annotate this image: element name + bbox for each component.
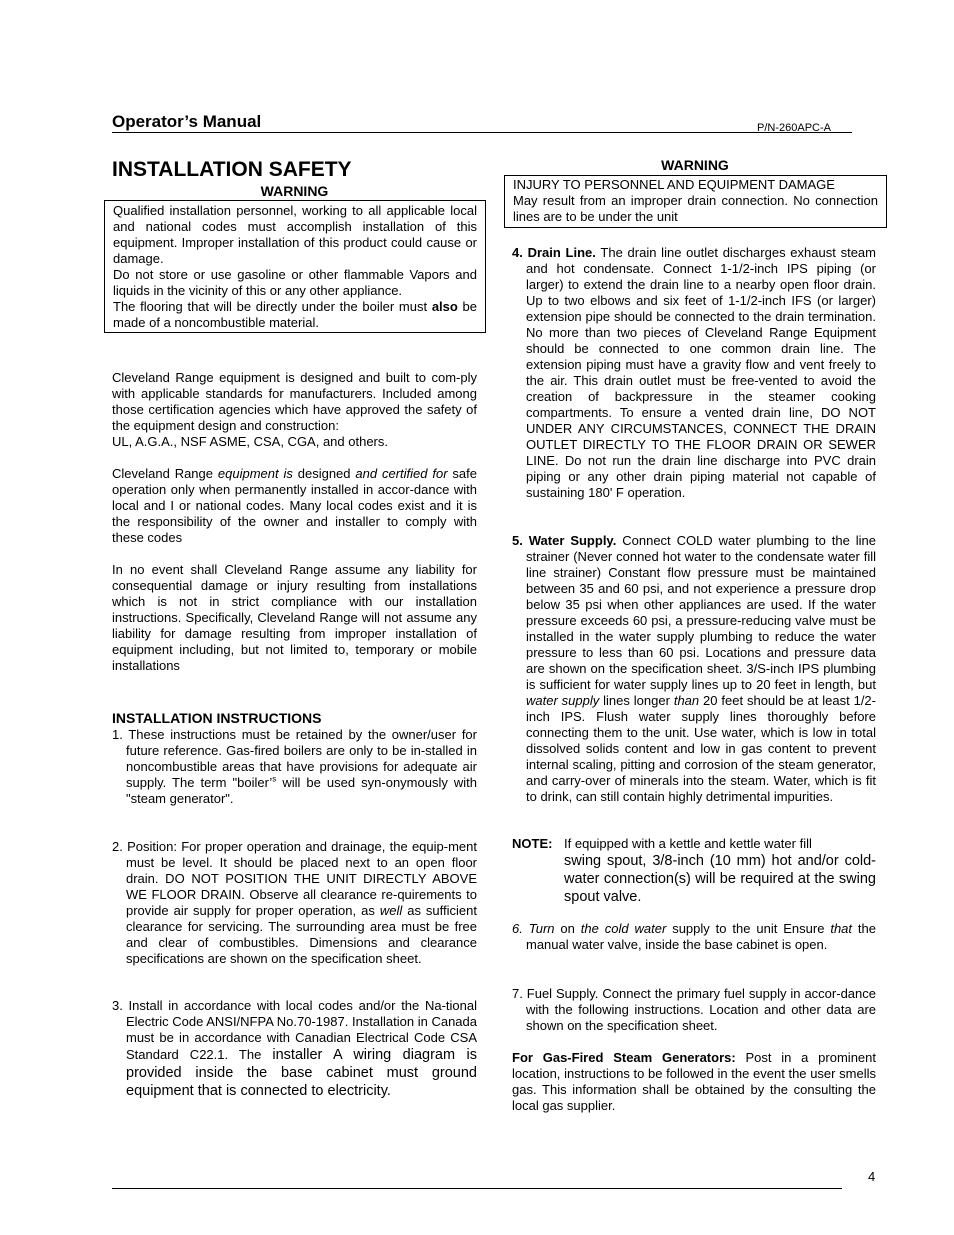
intro-paragraph-1: Cleveland Range equipment is designed and built to com-ply with applicable standards for manufacturers. Included among those certification agencies which have approved the safety of the equipment design and construction: UL, A.G.A., NSF ASME, CSA, CGA, and others.	[112, 370, 477, 449]
warning-heading-right: WARNING	[661, 157, 729, 173]
part-number: P/N-260APC-A	[757, 122, 831, 134]
warning-text: The flooring that will be directly under the boiler must also be made of a noncombustible material.	[113, 299, 477, 330]
instruction-item-6: 6. Turn on the cold water supply to the unit Ensure that the manual water valve, inside the base cabinet is open.	[512, 921, 877, 952]
warning-text: INJURY TO PERSONNEL AND EQUIPMENT DAMAGE	[513, 177, 835, 192]
warning-box-left	[104, 200, 486, 333]
gas-fired-paragraph: For Gas-Fired Steam Generators: Post in a prominent location, instructions to be followed in the event the user smells gas. This information shall be obtained by the consulting the local gas supplier.	[512, 1050, 876, 1113]
section-title: INSTALLATION SAFETY	[112, 158, 352, 181]
instruction-item-7: 7. Fuel Supply. Connect the primary fuel supply in accor-dance with the following instructions. Location and other data are shown on the specification sheet.	[512, 986, 876, 1033]
instruction-item-5: 5. Water Supply. Connect COLD water plumbing to the line strainer (Never conned hot water to the condensate water fill line strainer) Constant flow pressure must be maintained between 35 and 60 psi, and not experience a pressure drop below 35 psi when other appliances are used. If the water pressure exceeds 60 psi, a pressure-reducing valve must be installed in the water supply plumbing to reduce the water pressure to less than 60 psi. Locations and pressure data are shown on the specification sheet. 3/S-inch IPS plumbing is sufficient for water supply lines up to 20 feet in length, but water supply lines longer than 20 feet should be at least 1/2-inch IPS. Flush water supply lines thoroughly before connecting them to the unit. Use water, which is low in total dissolved solids content and low in gas content to prevent internal scaling, pitting and corrosion of the steam generator, and carry-over of minerals into the steam. Water, which is fit to drink, can still contain highly detrimental impurities.	[512, 533, 877, 804]
note-block: NOTE: If equipped with a kettle and kettle water fill swing spout, 3/8-inch (10 mm) hot and/or cold-water connection(s) will be required at the swing spout valve.	[512, 836, 876, 905]
instructions-heading: INSTALLATION INSTRUCTIONS	[112, 710, 322, 726]
warning-box-right	[504, 175, 887, 228]
warning-heading-left: WARNING	[260, 183, 329, 199]
instruction-item-2: 2. Position: For proper operation and drainage, the equip-ment must be level. It should be placed next to an open floor drain. DO NOT POSITION THE UNIT DIRECTLY ABOVE WE FLOOR DRAIN. Observe all clearance re-quirements to provide air supply for proper operation, as well as sufficient clearance for servicing. The surrounding area must be free and clear of combustibles. Dimensions and clearance specifications are shown on the specification sheet.	[112, 839, 477, 966]
intro-paragraph-3: In no event shall Cleveland Range assume any liability for consequential damage or injury resulting from installations which is not in strict compliance with our installation instructions. Specifically, Cleveland Range will not assume any liability for damage resulting from improper installation of equipment including, but not limited to, temporary or mobile installations	[112, 562, 477, 673]
warning-text: May result from an improper drain connection. No connection lines are to be under the unit	[513, 193, 878, 224]
footer-divider	[112, 1188, 842, 1189]
instruction-item-1: 1. These instructions must be retained by the owner/user for future reference. Gas-fired boilers are only to be in-stalled in noncombustible areas that have provisions for adequate air supply. The term "boiler’$^s$ will be used syn-onymously with "steam generator".	[112, 727, 478, 806]
intro-paragraph-2: Cleveland Range equipment is designed and certified for safe operation only when permanently installed in accor-dance with local and I or national codes. Many local codes exist and it is the responsibility of the owner and installer to comply with these codes	[112, 466, 477, 545]
warning-text: Qualified installation personnel, working to all applicable local and national codes must accomplish installation of this equipment. Improper installation of this product could cause or damage.	[113, 203, 477, 266]
header-divider	[112, 132, 852, 133]
instruction-item-4: 4. Drain Line. The drain line outlet discharges exhaust steam and hot condensate. Connect 1-1/2-inch IPS piping (or larger) to extend the drain line to a nearby open floor drain. Up to two elbows and six feet of 1-1/2-inch IFS (or larger) extension pipe should be connected to the drain termination. No more than two pieces of Cleveland Range Equipment should be connected to one common drain line. The extension piping must have a gravity flow and vent freely to the air. This drain outlet must be free-vented to avoid the creation of backpressure in the steamer cooking compartments. To ensure a vented drain line, DO NOT UNDER ANY CIRCUMSTANCES, CONNECT THE DRAIN OUTLET DIRECTLY TO THE FLOOR DRAIN OR SEWER LINE. Do not run the drain line discharge into PVC drain piping or any other drain piping material not capable of sustaining 180' F operation.	[512, 245, 876, 500]
page-number: 4	[868, 1169, 876, 1184]
instruction-item-3: 3. Install in accordance with local codes and/or the Na-tional Electric Code ANSI/NFPA No.70-1987. Installation in Canada must be in accordance with Canadian Electrical Code CSA Standard C22.1. The installer A wiring diagram is provided inside the base cabinet must ground equipment that is connected to electricity.	[112, 998, 477, 1099]
warning-text: Do not store or use gasoline or other flammable Vapors and liquids in the vicinity of this or any other appliance.	[113, 267, 477, 298]
manual-title: Operator’s Manual	[112, 112, 262, 131]
